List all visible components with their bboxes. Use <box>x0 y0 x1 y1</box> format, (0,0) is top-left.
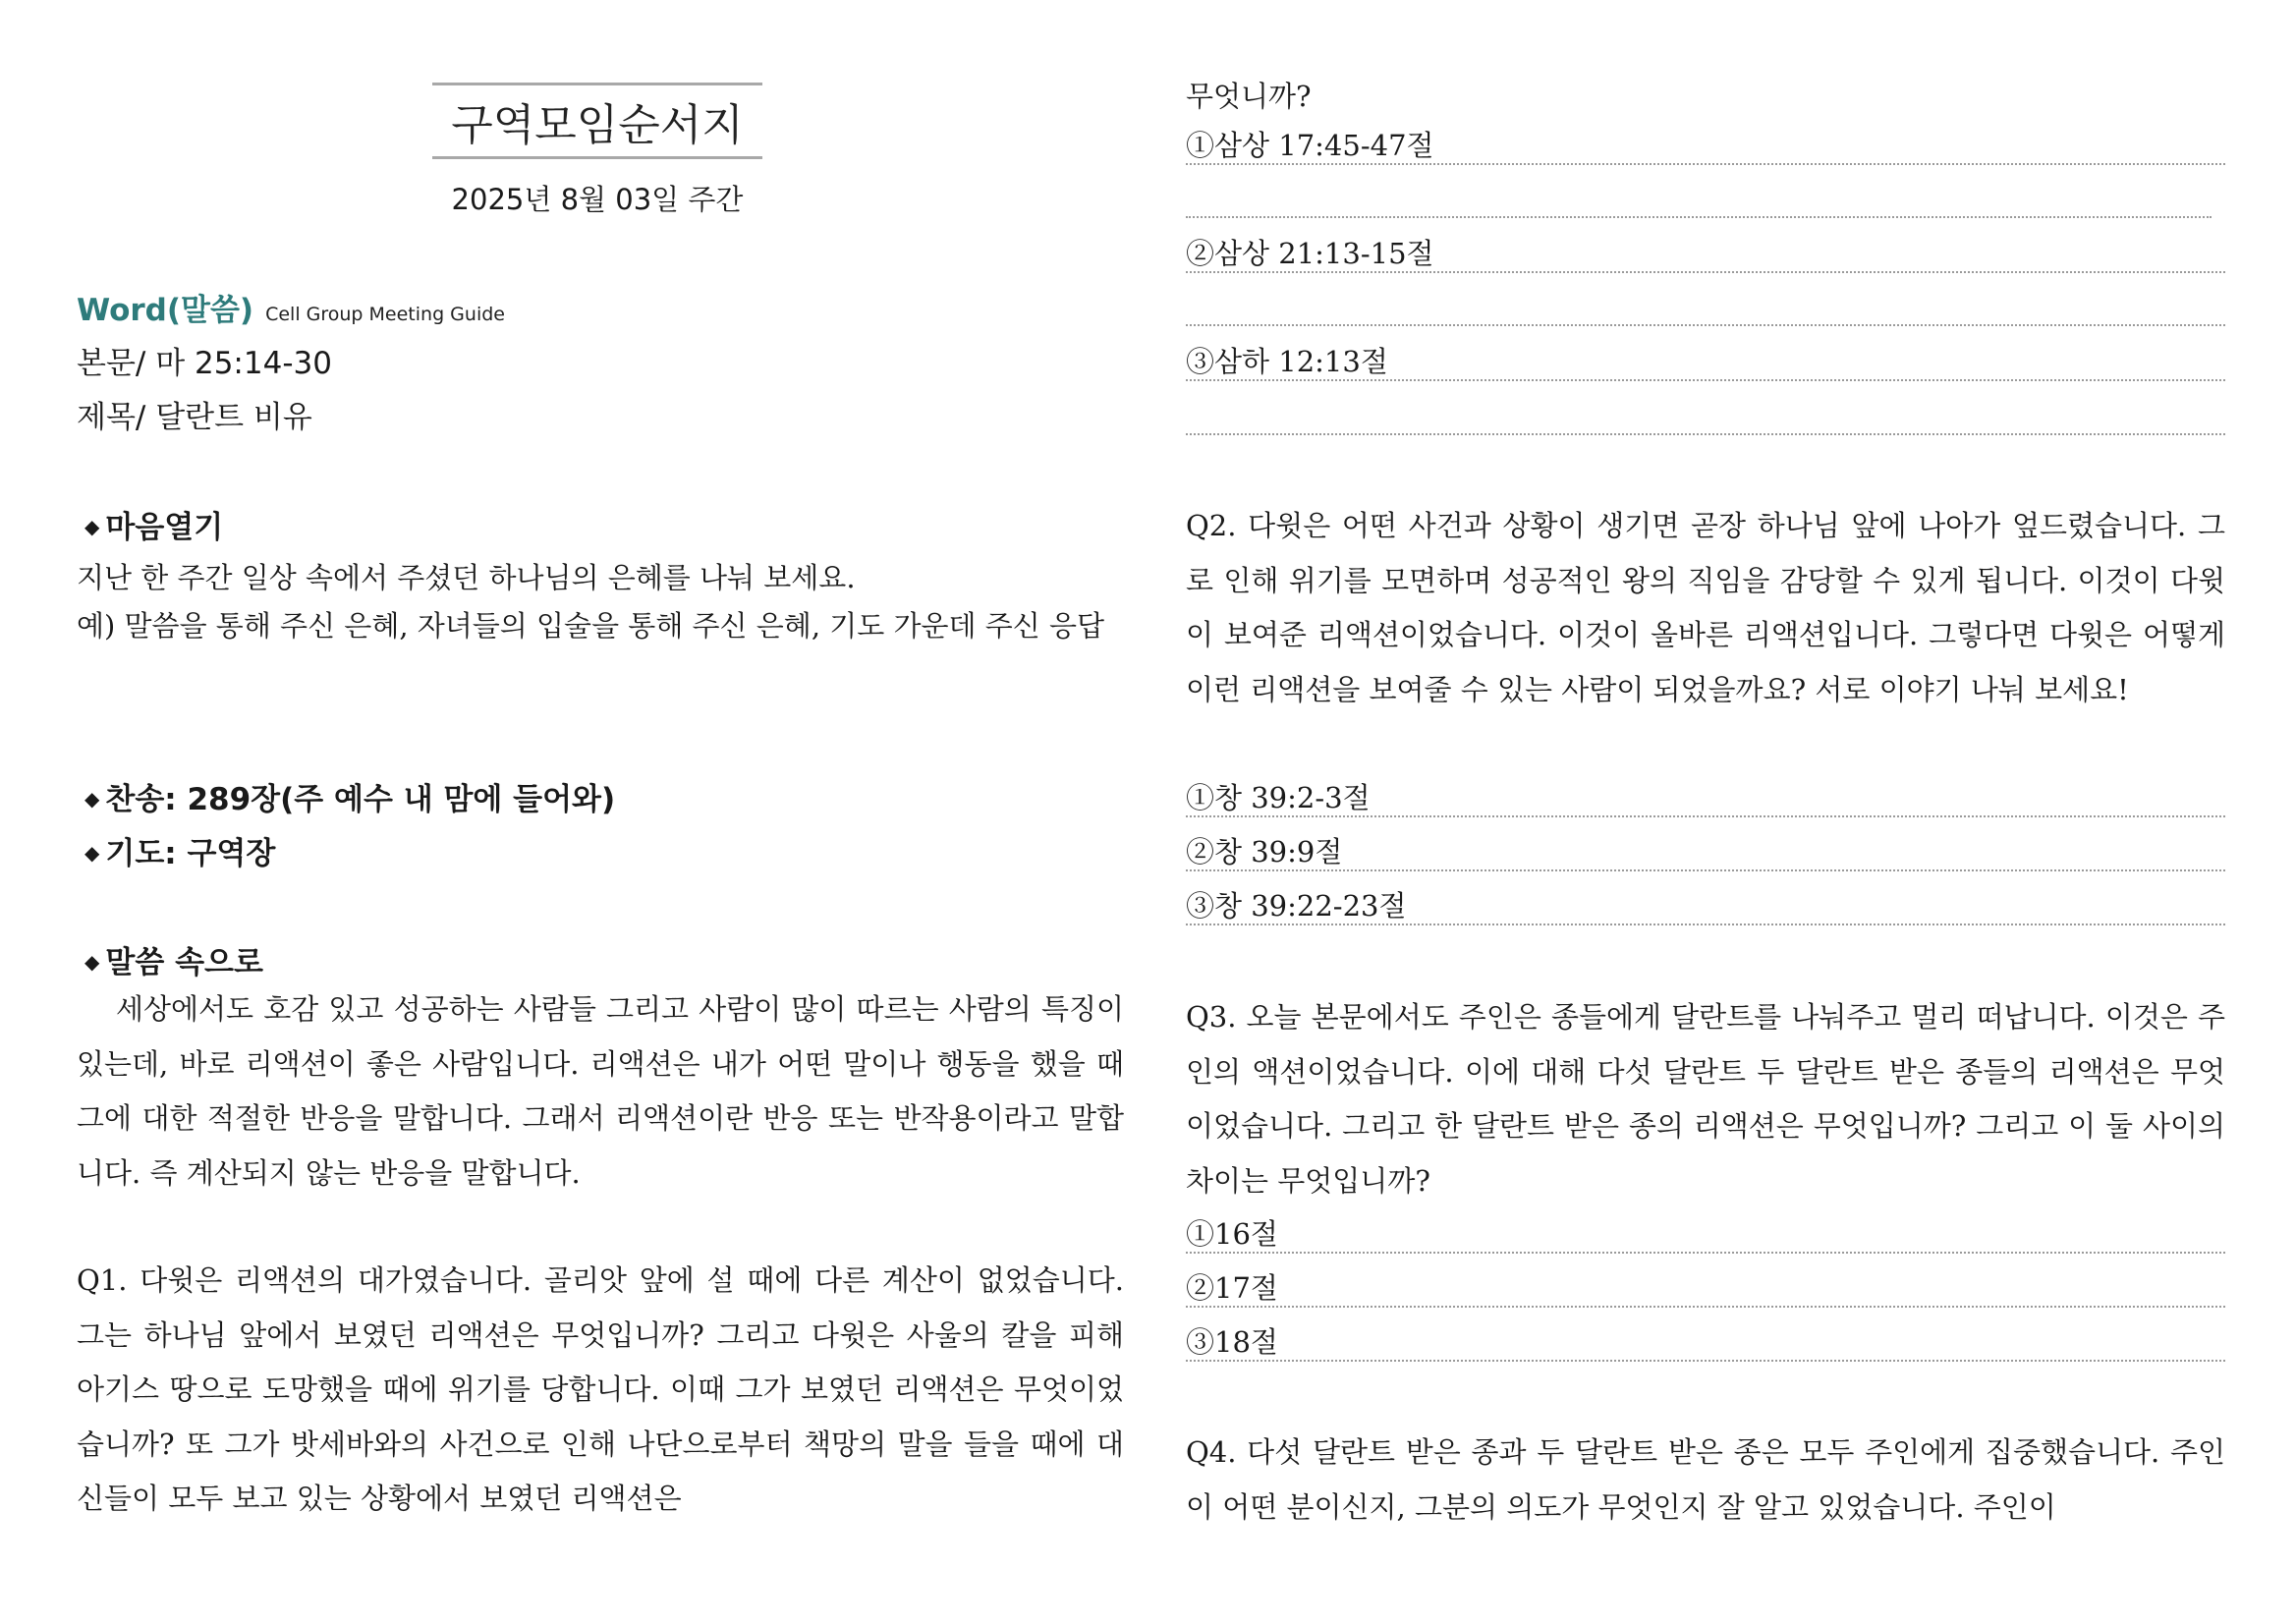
word-header <box>77 285 505 329</box>
bullet-icon: ◆ <box>84 841 100 865</box>
into-word-heading <box>84 937 263 981</box>
question-3: Q3. 오늘 본문에서도 주인은 종들에게 달란트를 나눠주고 멀리 떠납니다. 이것은 주인의 액션이었습니다. 이에 대해 다섯 달란트 두 달란트 받은 종들의 리액션은 무엇이었습니다. 그리고 한 달란트 받은 종의 리액션은 무엇입니까? 그리고 이 둘 사이의 차이는 무엇입니까? <box>1186 1000 2225 1198</box>
q3-ref-1: ①16절 <box>1186 1212 2225 1254</box>
sermon-topic: 제목/ 달란트 비유 <box>77 400 312 435</box>
scripture-reference: 본문/ 마 25:14-30 <box>77 346 332 381</box>
prayer-line <box>84 828 275 872</box>
opening-heading <box>84 502 223 546</box>
question-4: Q4. 다섯 달란트 받은 종과 두 달란트 받은 종은 모두 주인에게 집중했습니다. 주인이 어떤 분이신지, 그분의 의도가 무엇인지 잘 알고 있었습니다. 주인이 <box>1186 1435 2225 1524</box>
q1-ref-2: ②삼상 21:13-15절 <box>1186 232 2225 273</box>
answer-line <box>1186 324 2225 326</box>
date-line: 2025년 8월 03일 주간 <box>451 183 744 216</box>
q3-ref-2: ②17절 <box>1186 1266 2225 1308</box>
hymn-text: 찬송: 289장(주 예수 내 맘에 들어와) <box>105 782 616 817</box>
opening-line-1: 지난 한 주간 일상 속에서 주셨던 하나님의 은혜를 나눠 보세요. <box>77 561 856 594</box>
into-word-paragraph: 세상에서도 호감 있고 성공하는 사람들 그리고 사람이 많이 따르는 사람의 특징이 있는데, 바로 리액션이 좋은 사람입니다. 리액션은 내가 어떤 말이나 행동을 했을 때 그에 대한 적절한 반응을 말합니다. 그래서 리액션이란 반응 또는 반작용이라고 말합니다. 즉 계산되지 않는 반응을 말합니다. <box>77 992 1124 1190</box>
question-2: Q2. 다윗은 어떤 사건과 상황이 생기면 곧장 하나님 앞에 나아가 엎드렸습니다. 그로 인해 위기를 모면하며 성공적인 왕의 직임을 감당할 수 있게 됩니다. 이것이 다윗이 보여준 리액션이었습니다. 이것이 올바른 리액션입니다. 그렇다면 다윗은 어떻게 이런 리액션을 보여줄 수 있는 사람이 되었을까요? 서로 이야기 나눠 보세요! <box>1186 509 2225 706</box>
prayer-text: 기도: 구역장 <box>105 836 276 871</box>
opening-line-2: 예) 말씀을 통해 주신 은혜, 자녀들의 입술을 통해 주신 은혜, 기도 가운데 주신 응답 <box>77 609 1105 643</box>
into-word-heading-text: 말씀 속으로 <box>105 945 263 980</box>
hymn-line <box>84 774 615 818</box>
q2-ref-2: ②창 39:9절 <box>1186 830 2225 871</box>
question-1: Q1. 다윗은 리액션의 대가였습니다. 골리앗 앞에 설 때에 다른 계산이 없었습니다. 그는 하나님 앞에서 보였던 리액션은 무엇입니까? 그리고 다윗은 사울의 칼을 피해 아기스 땅으로 도망했을 때에 위기를 당합니다. 이때 그가 보였던 리액션은 무엇이었습니까? 또 그가 밧세바와의 사건으로 인해 나단으로부터 책망의 말을 들을 때에 대신들이 모두 보고 있는 상황에서 보였던 리액션은 <box>77 1263 1124 1515</box>
word-subtitle: Cell Group Meeting Guide <box>265 304 505 325</box>
bullet-icon: ◆ <box>84 787 100 811</box>
bullet-icon: ◆ <box>84 515 100 538</box>
q1-continued: 무엇니까? <box>1186 80 1312 113</box>
answer-line <box>1186 433 2225 435</box>
page-title: 구역모임순서지 <box>432 83 762 159</box>
q2-ref-1: ①창 39:2-3절 <box>1186 776 2225 817</box>
q1-ref-1: ①삼상 17:45-47절 <box>1186 124 2225 165</box>
q1-ref-3: ③삼하 12:13절 <box>1186 340 2225 381</box>
q2-ref-3: ③창 39:22-23절 <box>1186 884 2225 925</box>
answer-line <box>1186 216 2212 218</box>
opening-heading-text: 마음열기 <box>105 510 224 545</box>
word-heading: Word(말씀) <box>77 293 254 328</box>
q3-ref-3: ③18절 <box>1186 1320 2225 1362</box>
bullet-icon: ◆ <box>84 950 100 974</box>
